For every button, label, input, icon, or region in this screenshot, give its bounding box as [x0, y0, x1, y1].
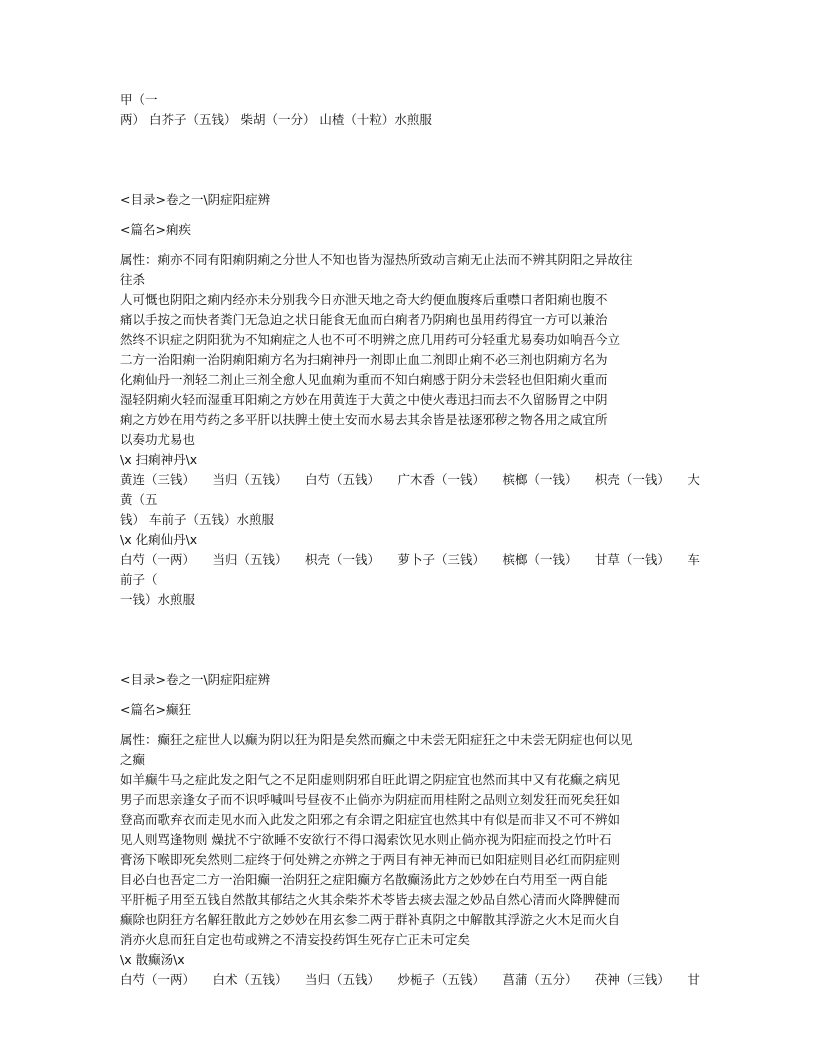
ingredient: 炒栀子（五钱） [397, 972, 485, 987]
ingredient: 当归（五钱） [212, 552, 288, 567]
ingredient: 大 [687, 472, 700, 487]
ingredient: 白芍（一两） [120, 972, 196, 987]
ingredient: 白术（五钱） [212, 972, 288, 987]
text-line: 两） 白芥子（五钱） 柴胡（一分） 山楂（十粒）水煎服 [120, 112, 432, 127]
ingredient: 菖蒲（五分） [502, 972, 578, 987]
ingredient: 车 [687, 552, 700, 567]
catalog-heading: <目录>卷之一\阴症阳症辨 [120, 192, 271, 207]
text-line: 男子而思亲逢女子而不识呼喊叫号昼夜不止倘亦为阴症而用桂附之品则立刻发狂而死矣狂如 [120, 792, 621, 807]
text-line: 人可慨也阴阳之痢内经亦未分别我今日亦泄天地之奇大约便血腹疼后重噤口者阳痢也腹不 [120, 292, 608, 307]
text-line: 之癫 [120, 752, 146, 767]
catalog-heading: <目录>卷之一\阴症阳症辨 [120, 672, 271, 687]
ingredient: 黄连（三钱） [120, 472, 196, 487]
ingredient: 甘 [687, 972, 700, 987]
text-line: 一钱）水煎服 [120, 592, 196, 607]
text-line: 平肝栀子用至五钱自然散其郁结之火其余柴芥术苓皆去痰去湿之妙品自然心清而火降脾健而 [120, 892, 621, 907]
ingredient: 甘草（一钱） [594, 552, 670, 567]
text-line: 目必白也吾定二方一治阳癫一治阴狂之症阳癫方名散癫汤此方之妙妙在白芍用至一两自能 [120, 872, 608, 887]
formula-ingredients [120, 970, 700, 990]
formula-ingredients [120, 470, 700, 490]
text-line: 癫除也阴狂方名解狂散此方之妙妙在用玄参二两于群补真阴之中解散其浮游之火木足而火自 [120, 912, 621, 927]
ingredient: 广木香（一钱） [397, 472, 485, 487]
ingredient: 当归（五钱） [304, 972, 380, 987]
ingredient: 白芍（五钱） [304, 472, 380, 487]
ingredient: 槟榔（一钱） [502, 472, 578, 487]
formula-name: \x 化痢仙丹\x [120, 532, 198, 547]
ingredient: 茯神（三钱） [594, 972, 670, 987]
text-line: 二方一治阳痢一治阴痢阳痢方名为扫痢神丹一剂即止血二剂即止痢不必三剂也阴痢方名为 [120, 352, 608, 367]
chapter-title: <篇名>癫狂 [120, 702, 191, 717]
text-line: 属性：痢亦不同有阳痢阴痢之分世人不知也皆为湿热所致动言痢无止法而不辨其阴阳之异故往 [120, 252, 633, 267]
formula-name: \x 扫痢神丹\x [120, 452, 198, 467]
text-line: 甲（一 [120, 92, 158, 107]
attribute-paragraph [120, 250, 700, 450]
ingredient: 槟榔（一钱） [502, 552, 578, 567]
ingredient: 枳壳（一钱） [594, 472, 670, 487]
text-line: 痢之方妙在用芍药之多平肝以扶脾土使土安而水易去其余皆是祛逐邪秽之物各用之咸宜所 [120, 412, 608, 427]
ingredient: 当归（五钱） [212, 472, 288, 487]
text-line: 黄（五 [120, 492, 158, 507]
ingredient: 白芍（一两） [120, 552, 196, 567]
text-line: 前子（ [120, 572, 158, 587]
text-line: 以奏功尤易也 [120, 432, 196, 447]
text-line: 湿轻阴痢火轻而湿重耳阳痢之方妙在用黄连于大黄之中使火毒迅扫而去不久留肠胃之中阴 [120, 392, 608, 407]
text-line: 如羊癫牛马之症此发之阳气之不足阳虚则阴邪自旺此谓之阴症宜也然而其中又有花癫之病见 [120, 772, 621, 787]
text-line: 然终不识症之阴阳犹为不知痢症之人也不可不明辨之庶几用药可分轻重尤易奏功如响吾今立 [120, 332, 621, 347]
formula-ingredients [120, 550, 700, 570]
text-line: 往杀 [120, 272, 146, 287]
attribute-paragraph [120, 730, 700, 950]
text-line: 钱） 车前子（五钱）水煎服 [120, 512, 274, 527]
formula-name: \x 散癫汤\x [120, 952, 185, 967]
text-line: 膏汤下喉即死矣然则二症终于何处辨之亦辨之于两目有神无神而已如阳症则目必红而阴症则 [120, 852, 621, 867]
ingredient: 枳壳（一钱） [304, 552, 380, 567]
text-line: 消亦火息而狂自定也苟或辨之不清妄投药饵生死存亡正未可定矣 [120, 932, 471, 947]
ingredient: 萝卜子（三钱） [397, 552, 485, 567]
text-line: 属性：癫狂之症世人以癫为阴以狂为阳是矣然而癫之中未尝无阳症狂之中未尝无阴症也何以见 [120, 732, 633, 747]
document-page [120, 90, 700, 990]
chapter-title: <篇名>痢疾 [120, 222, 191, 237]
text-line: 见人则骂逢物则 燥扰不宁欲睡不安欲行不得口渴索饮见水则止倘亦视为阳症而投之竹叶石 [120, 832, 612, 847]
text-line: 化痢仙丹一剂轻二剂止三剂全愈人见血痢为重而不知白痢感于阴分未尝轻也但阳痢火重而 [120, 372, 608, 387]
text-line: 登高而歌弃衣而走见水而入此发之阳邪之有余谓之阳症宜也然其中有似是而非又不可不辨如 [120, 812, 621, 827]
text-line: 痛以手按之而快者粪门无急迫之状日能食无血而白痢者乃阴痢也虽用药得宜一方可以兼治 [120, 312, 608, 327]
